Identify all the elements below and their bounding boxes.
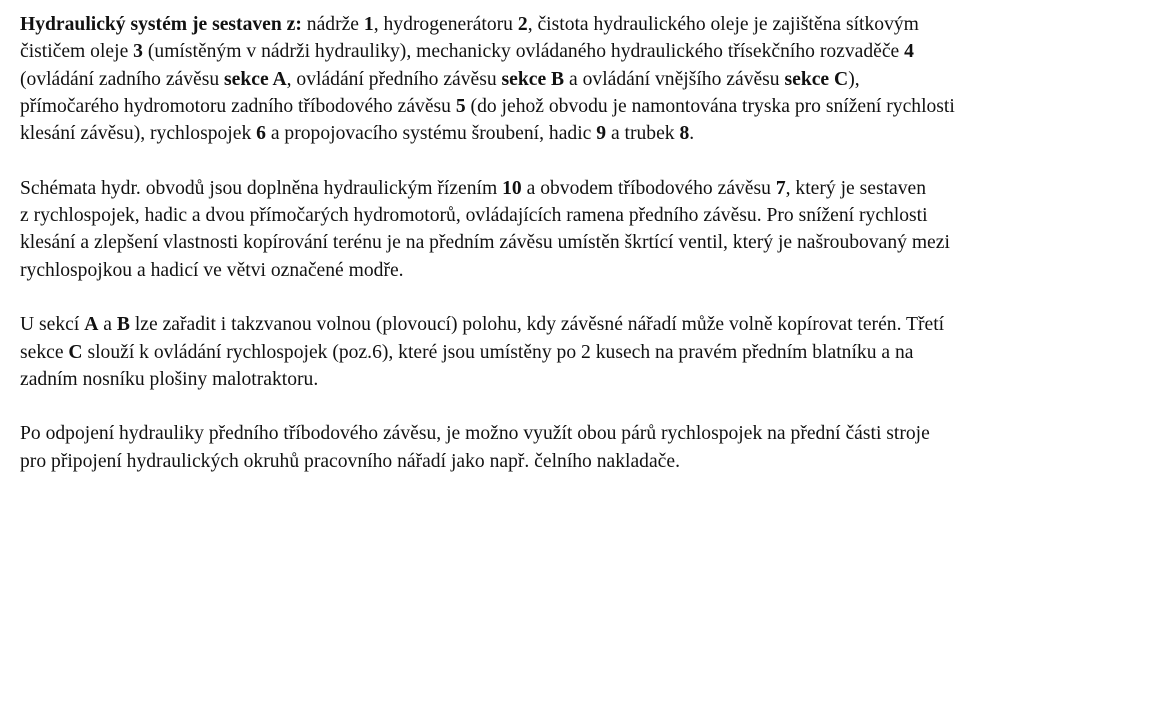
text-run: , čistota hydraulického oleje je zajištěna sítkovým bbox=[527, 14, 919, 35]
text-line bbox=[20, 257, 1158, 284]
text-run: z rychlospojek, hadic a dvou přímočarých hydromotorů, ovládajících ramena předního závěsu. Pro snížení rychlosti bbox=[20, 205, 928, 227]
text-line bbox=[20, 120, 1158, 147]
bold-text-run: 7 bbox=[775, 177, 786, 199]
text-run: klesání závěsu), rychlospojek bbox=[20, 123, 257, 145]
text-line bbox=[20, 175, 1158, 202]
text-run: klesání a zlepšení vlastnosti kopírování terénu je na předním závěsu umístěn škrtící ventil, který je našroubovaný mezi bbox=[20, 232, 950, 254]
text-run: a trubek bbox=[606, 123, 680, 145]
text-run: Schémata hydr. obvodů jsou doplněna hydraulickým řízením bbox=[20, 177, 503, 199]
text-run: přímočarého hydromotoru zadního tříbodového závěsu bbox=[20, 95, 456, 117]
text-run: nádrže bbox=[301, 14, 364, 35]
bold-text-run: 9 bbox=[596, 123, 607, 145]
bold-text-run: 8 bbox=[679, 123, 690, 145]
text-line bbox=[20, 11, 1158, 38]
text-run: lze zařadit i takzvanou volnou (plovoucí) polohu, kdy závěsné nářadí může volně kopírovat terén. Třetí bbox=[129, 314, 945, 336]
text-run: (do jehož obvodu je namontována tryska pro snížení rychlosti bbox=[465, 95, 955, 117]
paragraph-3 bbox=[20, 311, 1158, 393]
bold-text-run: 1 bbox=[363, 14, 374, 35]
text-line bbox=[20, 66, 1158, 93]
text-line bbox=[20, 366, 1158, 393]
bold-text-run: C bbox=[68, 341, 83, 363]
text-line bbox=[20, 420, 1158, 447]
bold-text-run: 4 bbox=[904, 41, 914, 63]
text-line bbox=[20, 339, 1158, 366]
bold-text-run: A bbox=[84, 314, 99, 336]
text-line bbox=[20, 93, 1158, 120]
text-run: U sekcí bbox=[20, 314, 85, 336]
text-line bbox=[20, 311, 1158, 338]
text-run: . bbox=[689, 123, 695, 145]
text-run: sekce bbox=[20, 341, 69, 363]
bold-text-run: sekce C bbox=[784, 68, 849, 90]
text-run: , ovládání předního závěsu bbox=[286, 68, 502, 90]
text-run: ), bbox=[848, 68, 860, 90]
text-run: a propojovacího systému šroubení, hadic bbox=[265, 123, 597, 145]
bold-text-run: 6 bbox=[256, 123, 266, 145]
text-line bbox=[20, 38, 1158, 65]
text-run: , hydrogenerátoru bbox=[373, 14, 518, 35]
paragraph-4 bbox=[20, 420, 1158, 475]
text-run: a ovládání vnějšího závěsu bbox=[564, 68, 785, 90]
text-line bbox=[20, 229, 1158, 256]
text-run: Po odpojení hydrauliky předního tříbodového závěsu, je možno využít obou párů rychlospojek na přední části stroje bbox=[20, 423, 930, 445]
bold-text-run: 10 bbox=[502, 177, 522, 199]
text-run: pro připojení hydraulických okruhů pracovního nářadí jako např. čelního nakladače. bbox=[20, 450, 680, 472]
bold-text-run: 3 bbox=[133, 41, 143, 63]
text-line bbox=[20, 448, 1158, 475]
bold-text-run: 2 bbox=[517, 14, 528, 35]
paragraph-1 bbox=[20, 11, 1158, 147]
text-run: čističem oleje bbox=[20, 41, 134, 63]
bold-text-run: sekce B bbox=[501, 68, 565, 90]
text-run: , který je sestaven bbox=[785, 177, 926, 199]
bold-text-run: sekce A bbox=[224, 68, 287, 90]
document-body bbox=[20, 11, 1158, 502]
text-run: a obvodem tříbodového závěsu bbox=[521, 177, 776, 199]
paragraph-2 bbox=[20, 175, 1158, 284]
bold-text-run: Hydraulický systém je sestaven z: bbox=[20, 14, 302, 35]
bold-text-run: B bbox=[116, 314, 130, 336]
text-run: rychlospojkou a hadicí ve větvi označené modře. bbox=[20, 259, 404, 281]
bold-text-run: 5 bbox=[455, 95, 466, 117]
text-run: a bbox=[98, 314, 117, 336]
text-run: slouží k ovládání rychlospojek (poz.6), které jsou umístěny po 2 kusech na pravém předním blatníku a na bbox=[82, 341, 914, 363]
text-run: zadním nosníku plošiny malotraktoru. bbox=[20, 368, 319, 390]
text-run: (umístěným v nádrži hydrauliky), mechanicky ovládaného hydraulického třísekčního rozvaděče bbox=[142, 41, 905, 63]
text-line bbox=[20, 202, 1158, 229]
text-run: (ovládání zadního závěsu bbox=[20, 68, 225, 90]
